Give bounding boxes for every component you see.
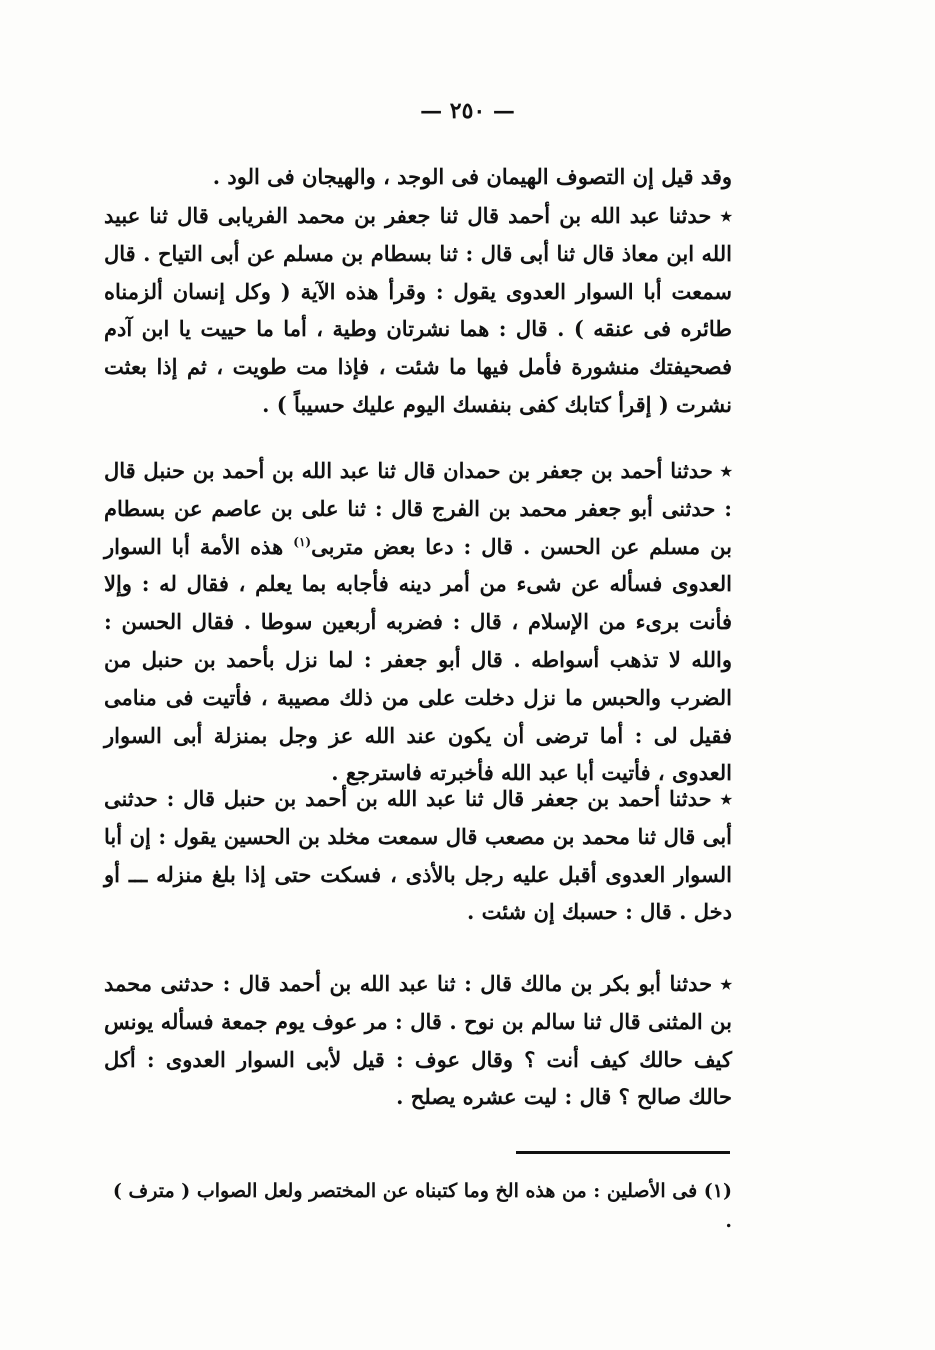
hadith-paragraph-2 <box>104 452 732 792</box>
footnote-marker: (١) <box>293 534 312 549</box>
paragraph-text: وقد قيل إن التصوف الهيمان فى الوجد ، والهيجان فى الود . <box>212 164 732 189</box>
footnote-divider <box>516 1151 730 1154</box>
paragraph-text <box>104 452 732 792</box>
hadith-paragraph-1 <box>104 197 732 424</box>
hadith-paragraph-4 <box>104 965 732 1116</box>
footnote: (١) فى الأصلين : من هذه الخ وما كتبناه عن المختصر ولعل الصواب ( مترف ) . <box>112 1180 732 1232</box>
page-number: — ٢٥٠ — <box>420 98 515 124</box>
paragraph-text: ٭ حدثنا عبد الله بن أحمد قال ثنا جعفر بن محمد الفريابى قال ثنا عبيد الله ابن معاذ قال ثنا أبى قال : ثنا بسطام بن مسلم عن أبى التياح . قال سمعت أبا السوار العدوى يقول : وقرأ هذه الآية ( وكل إنسان ألزمناه طائره فى عنقه ) . قال : هما نشرتان وطية ، أما ما حييت يا ابن آدم فصحيفتك منشورة فأمل فيها ما شئت ، فإذا مت طويت ، ثم إذا بعثت نشرت ( إقرأ كتابك كفى بنفسك اليوم عليك حسيباً ) . <box>104 203 732 417</box>
paragraph-text: ٭ حدثنا أبو بكر بن مالك قال : ثنا عبد الله بن أحمد قال : حدثنى محمد بن المثنى قال ثنا سالم بن نوح . قال : مر عوف يوم جمعة فسأله يونس كيف حالك كيف أنت ؟ وقال عوف : قيل لأبى السوار العدوى : أكل حالك صالح ؟ قال : ليت عشره يصلح . <box>104 971 732 1110</box>
paragraph-text-part: هذه الأمة أبا السوار العدوى فسأله عن شىء من أمر دينه فأجابه بما يعلم ، فقال له : وإلا فأنت برىء من الإسلام ، قال : فضربه أربعين سوطا . فقال الحسن : والله لا تذهب أسواطه . قال أبو جعفر : لما نزل بأحمد بن حنبل من الضرب والحبس ما نزل دخلت على من ذلك مصيبة ، فأتيت فى منامى فقيل لى : أما ترضى أن يكون عند الله عز وجل بمنزلة أبى السوار العدوى ، فأتيت أبا عبد الله فأخبرته فاسترجع . <box>104 533 732 786</box>
paragraph-text: ٭ حدثنا أحمد بن جعفر قال ثنا عبد الله بن أحمد بن حنبل قال : حدثنى أبى قال ثنا محمد بن مصعب قال سمعت مخلد بن الحسين يقول : إن أبا السوار العدوى أقبل عليه رجل بالأذى ، فسكت حتى إذا بلغ منزله ـــ أو دخل . قال : حسبك إن شئت . <box>104 786 732 925</box>
hadith-paragraph-3 <box>104 780 732 931</box>
intro-sentence <box>104 158 732 196</box>
paragraph-text-part: ٭ حدثنا أحمد بن جعفر بن حمدان قال ثنا عبد الله بن أحمد بن حنبل قال : حدثنى أبو جعفر محمد بن الفرج قال : ثنا على بن عاصم عن بسطام بن مسلم عن الحسن . قال : دعا بعض متربى <box>104 458 733 559</box>
